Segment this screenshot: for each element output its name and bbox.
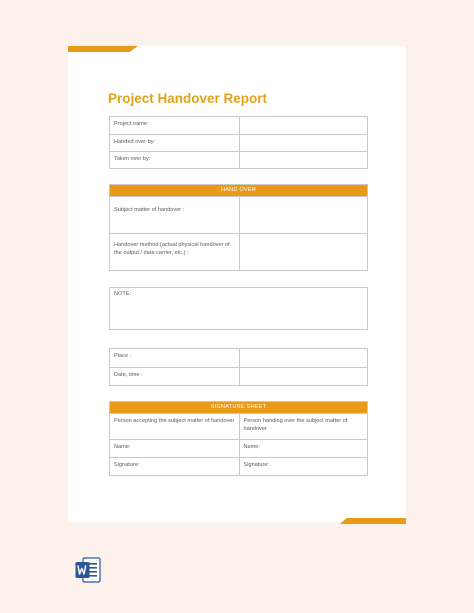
- date-time-label: Date, time :: [114, 372, 143, 378]
- accepting-signature-label[interactable]: Signature:: [114, 462, 140, 468]
- table-row: [110, 349, 367, 367]
- table-row: [110, 196, 367, 233]
- table-row: [110, 439, 367, 457]
- table-row: [110, 457, 367, 475]
- signature-sheet-table: [109, 401, 368, 476]
- person-handing-over-label: Person handing over the subject matter of handover: [239, 414, 368, 439]
- place-label: Place :: [114, 353, 132, 359]
- handing-name-label[interactable]: Name:: [239, 440, 368, 457]
- handing-signature-label[interactable]: Signature:: [239, 458, 368, 475]
- subject-matter-field[interactable]: [239, 197, 368, 233]
- table-row: [110, 413, 367, 439]
- document-title: Project Handover Report: [108, 91, 268, 106]
- project-info-table: [109, 116, 368, 169]
- handover-method-field[interactable]: [239, 234, 368, 270]
- signature-sheet-header: SIGNATURE SHEET: [110, 402, 367, 413]
- accepting-name-label[interactable]: Name:: [114, 444, 131, 450]
- table-row: [110, 134, 367, 151]
- taken-over-by-field[interactable]: [239, 152, 368, 168]
- table-row: [110, 367, 367, 385]
- place-field[interactable]: [239, 349, 368, 367]
- microsoft-word-icon[interactable]: [75, 556, 101, 584]
- handover-table: [109, 184, 368, 271]
- handover-header: HAND OVER: [110, 185, 367, 196]
- decorative-stripe-bottom: [340, 518, 406, 524]
- place-date-table: [109, 348, 368, 386]
- table-row: [110, 117, 367, 134]
- taken-over-by-label: Taken over by:: [114, 156, 151, 162]
- subject-matter-label: Subject matter of handover :: [114, 207, 185, 213]
- table-row: [110, 233, 367, 270]
- handed-over-by-label: Handed over by:: [114, 139, 156, 145]
- date-time-field[interactable]: [239, 368, 368, 385]
- project-name-label: Project name:: [114, 121, 149, 127]
- handover-method-label: Handover method (actual physical handover of the output / data carrier, etc.) :: [114, 242, 230, 256]
- note-label: NOTE:: [114, 291, 132, 297]
- person-accepting-label: Person accepting the subject matter of handover: [114, 418, 235, 424]
- decorative-stripe-top: [68, 46, 138, 52]
- table-row: [110, 151, 367, 168]
- handed-over-by-field[interactable]: [239, 135, 368, 151]
- project-name-field[interactable]: [239, 117, 368, 134]
- note-box[interactable]: [109, 287, 368, 330]
